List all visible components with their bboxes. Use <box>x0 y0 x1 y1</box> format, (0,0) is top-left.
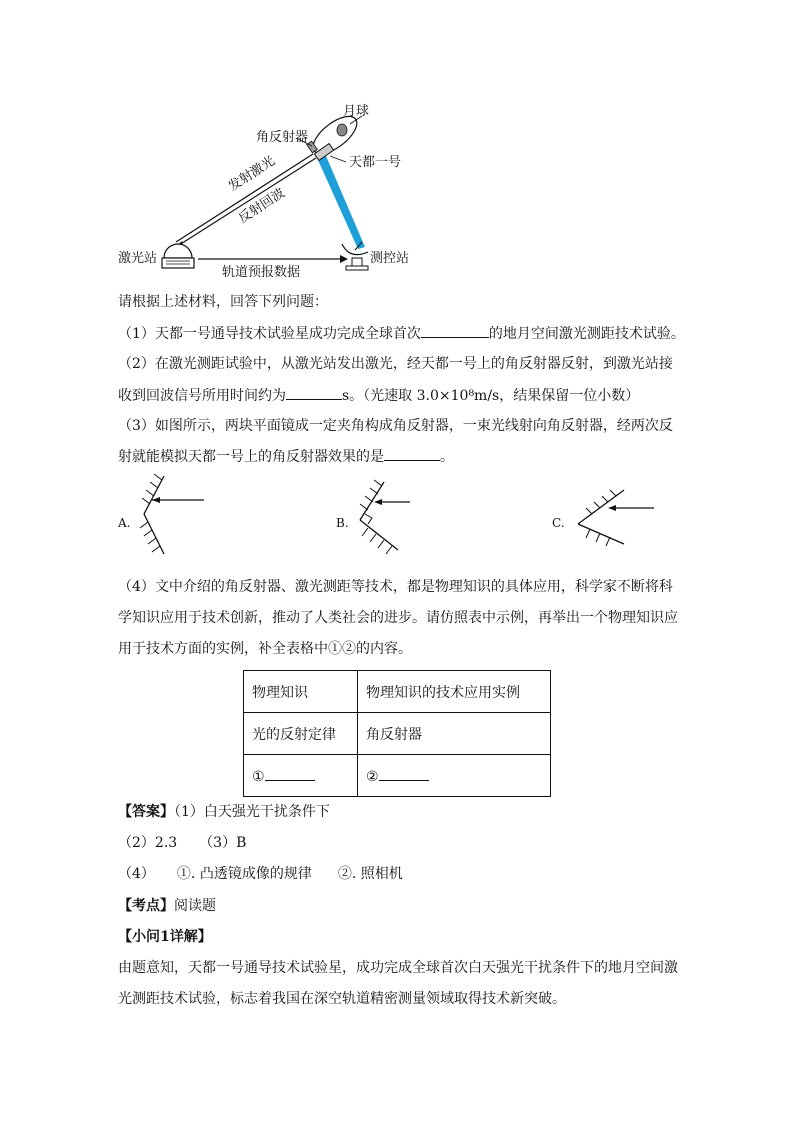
q2-pre: 收到回波信号所用时间约为 <box>118 388 286 404</box>
table-blank-1[interactable] <box>265 766 315 781</box>
q2-post: s。（光速取 3.0×10⁸m/s，结果保留一位小数） <box>342 388 640 404</box>
table-cell: 光的反射定律 <box>244 713 358 755</box>
laser-station-icon <box>162 244 194 268</box>
detail-label: 【小问1详解】 <box>118 929 212 945</box>
q3-post: 。 <box>440 449 454 465</box>
answer-2: （2）2.3 <box>118 835 178 851</box>
answer-4-part2: ②. 照相机 <box>337 866 403 882</box>
table-cell[interactable] <box>244 755 358 797</box>
question-2-line1: （2）在激光测距试验中，从激光站发出激光，经天都一号上的角反射器反射，到激光站接 <box>118 356 673 372</box>
label-orbit-data: 轨道预报数据 <box>222 265 301 280</box>
label-reflect-echo: 反射回波 <box>236 185 288 227</box>
table-row <box>244 713 551 755</box>
answer-line-2 <box>118 833 246 853</box>
kaodian-line <box>118 896 216 916</box>
orbit-data-arrowhead <box>340 255 348 263</box>
answer-line-4 <box>118 864 403 884</box>
detail-line-2: 光测距技术试验，标志着我国在深空轨道精密测量领域取得技术新突破。 <box>118 991 566 1007</box>
q1-post: 的地月空间激光测距技术试验。 <box>488 326 685 342</box>
label-emit-laser: 发射激光 <box>226 153 278 195</box>
label-corner-reflector: 角反射器 <box>256 130 309 145</box>
answer-3: （3）B <box>199 835 247 851</box>
q3-pre: 射就能模拟天都一号上的角反射器效果的是 <box>118 449 384 465</box>
table-header-knowledge: 物理知识 <box>244 671 358 713</box>
emit-laser-line <box>176 154 313 242</box>
option-b-label: B. <box>336 516 349 530</box>
question-3-line2 <box>118 446 454 467</box>
moon-icon <box>337 124 347 136</box>
option-c-label: C. <box>552 516 565 530</box>
table-row <box>244 671 551 713</box>
option-c-mirror-figure <box>572 486 662 546</box>
blank-mark-2: ② <box>366 769 379 785</box>
label-satellite: 天都一号 <box>349 155 402 170</box>
question-2-line2 <box>118 385 639 406</box>
label-moon: 月球 <box>343 104 370 119</box>
q2-blank <box>286 385 342 400</box>
kaodian-text: 阅读题 <box>174 898 216 914</box>
blank-mark-1: ① <box>252 769 265 785</box>
table-cell[interactable] <box>358 755 551 797</box>
option-b-mirror-figure <box>352 478 442 568</box>
answer-4-part1: ①. 凸透镜成像的规律 <box>176 866 312 882</box>
option-a-mirror-figure <box>140 470 220 560</box>
question-4-line1: （4）文中介绍的角反射器、激光测距等技术，都是物理知识的具体应用，科学家不断将科 <box>118 579 673 595</box>
table-blank-2[interactable] <box>379 766 429 781</box>
table-cell: 角反射器 <box>358 713 551 755</box>
table-header-application: 物理知识的技术应用实例 <box>358 671 551 713</box>
label-laser-station: 激光站 <box>118 251 158 266</box>
question-intro: 请根据上述材料，回答下列问题： <box>118 294 328 310</box>
answer-line-1 <box>118 802 330 822</box>
knowledge-table <box>243 670 551 797</box>
kaodian-label: 【考点】 <box>118 898 174 914</box>
q3-blank <box>384 446 440 461</box>
question-4-line3: 用于技术方面的实例，补全表格中①②的内容。 <box>118 641 412 657</box>
answer-4-num: （4） <box>118 866 155 882</box>
q1-pre: （1）天都一号通导技术试验星成功完成全球首次 <box>118 326 421 342</box>
detail-line-1: 由题意知，天都一号通导技术试验星，成功完成全球首次白天强光干扰条件下的地月空间激 <box>118 960 678 976</box>
table-row <box>244 755 551 797</box>
satellite-pointer <box>330 156 346 162</box>
q1-blank <box>421 323 489 338</box>
question-3-line1: （3）如图所示，两块平面镜成一定夹角构成角反射器，一束光线射向角反射器，经两次反 <box>118 418 673 434</box>
option-a-label: A. <box>118 516 131 530</box>
answer-label: 【答案】 <box>118 804 174 820</box>
question-1 <box>118 323 685 344</box>
question-4-line2: 学知识应用于技术创新，推动了人类社会的进步。请仿照表中示例，再举出一个物理知识应 <box>118 610 678 626</box>
answer-1: （1）白天强光干扰条件下 <box>174 804 330 820</box>
label-control-station: 测控站 <box>370 251 410 266</box>
